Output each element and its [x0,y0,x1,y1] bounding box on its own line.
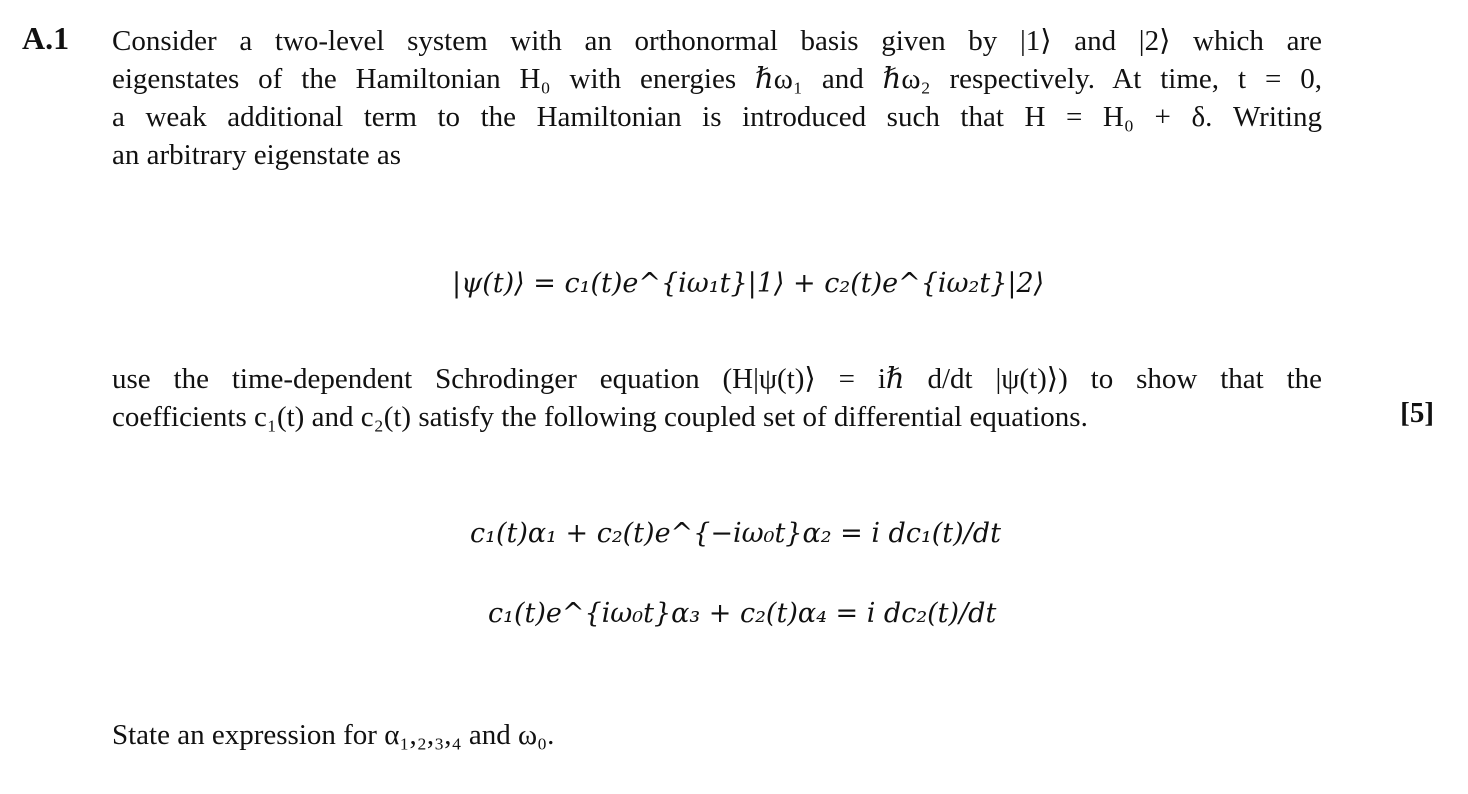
question-instruction [112,360,1322,436]
intro-line-1: Consider a two-level system with an orthonormal basis given by |1⟩ and |2⟩ which are [112,25,1322,57]
instruction-line-1: use the time-dependent Schrodinger equation (H|ψ(t)⟩ = iℏ d/dt |ψ(t)⟩) to show that the [112,363,1322,395]
intro-line-3: a weak additional term to the Hamiltonian is introduced such that H = H₀ + δ. Writing [112,101,1322,133]
question-number: A.1 [22,20,70,56]
instruction-line-2: coefficients c₁(t) and c₂(t) satisfy the following coupled set of differential equations. [112,401,1088,433]
marks-label: [5] [1400,397,1434,429]
eigenstate-equation: |ψ(t)⟩ = c₁(t)e^{iω₁t}|1⟩ + c₂(t)e^{iω₂t}|2⟩ [452,268,1045,299]
intro-line-4: an arbitrary eigenstate as [112,139,402,171]
intro-line-2: eigenstates of the Hamiltonian H₀ with energies ℏω₁ and ℏω₂ respectively. At time, t = 0, [112,63,1322,95]
question-final-prompt [112,716,1322,754]
coupled-equation-2: c₁(t)e^{iω₀t}α₃ + c₂(t)α₄ = i dc₂(t)/dt [488,598,997,629]
question-intro [112,22,1322,174]
final-prompt-line: State an expression for α₁,₂,₃,₄ and ω₀. [112,719,555,751]
coupled-equation-1: c₁(t)α₁ + c₂(t)e^{−iω₀t}α₂ = i dc₁(t)/dt [470,518,1001,549]
